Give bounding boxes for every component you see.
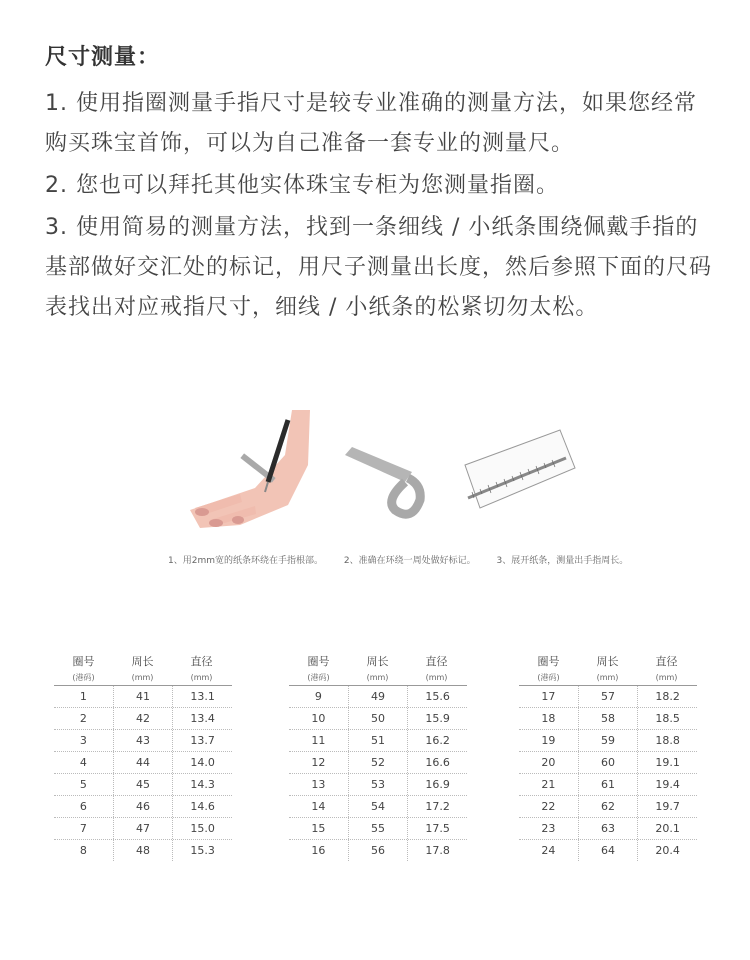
table-cell: 8 [79,844,87,857]
column-header: 圈号 [307,655,330,668]
table-cell: 45 [113,774,173,795]
table-cell: 43 [113,730,173,751]
table-row [519,752,697,774]
table-cell: 59 [578,730,638,751]
column-header: 周长 [596,655,619,668]
table-cell: 11 [311,734,326,747]
table-cell: 13 [311,778,326,791]
table-cell: 46 [113,796,173,817]
table-row [54,730,232,752]
table-cell: 1 [79,690,87,703]
table-cell: 64 [578,840,638,861]
table-row [54,686,232,708]
table-cell: 49 [348,686,408,707]
column-header: 周长 [366,655,389,668]
measurement-illustration [180,410,600,530]
table-header [519,653,697,669]
table-cell: 57 [578,686,638,707]
table-row [54,774,232,796]
table-cell: 14 [311,800,326,813]
table-row [289,730,467,752]
table-cell: 14.0 [172,752,232,773]
caption-3: 3、展开纸条，测量出手指周长。 [496,556,629,566]
table-row [289,818,467,840]
table-header [289,653,467,669]
column-unit: (mm) [596,672,619,682]
size-table-3 [519,653,697,861]
table-cell: 16.2 [407,730,467,751]
table-cell: 19.4 [637,774,697,795]
table-row [519,686,697,708]
table-cell: 23 [541,822,556,835]
column-unit: (港码) [307,672,330,682]
table-row [289,752,467,774]
table-units [54,669,232,686]
table-cell: 18.5 [637,708,697,729]
table-row [54,708,232,730]
table-cell: 6 [79,800,87,813]
instruction-3: 3. 使用简易的测量方法，找到一条细线 / 小纸条围绕佩戴手指的基部做好交汇处的标记，用尺子测量出长度，然后参照下面的尺码表找出对应戒指尺寸，细线 / 小纸条的松紧切勿太松。 [45,215,713,320]
caption-2: 2、准确在环绕一周处做好标记。 [343,556,476,566]
table-cell: 20.4 [637,840,697,861]
column-header: 圈号 [537,655,560,668]
illustration-captions [168,553,629,566]
table-cell: 19.1 [637,752,697,773]
table-cell: 62 [578,796,638,817]
table-row [519,730,697,752]
table-cell: 42 [113,708,173,729]
table-cell: 15.3 [172,840,232,861]
table-cell: 53 [348,774,408,795]
table-cell: 48 [113,840,173,861]
table-row [519,840,697,861]
hand-pencil-image [190,410,310,528]
table-cell: 50 [348,708,408,729]
table-cell: 20 [541,756,556,769]
table-cell: 13.4 [172,708,232,729]
column-header: 直径 [425,655,448,668]
table-cell: 3 [79,734,87,747]
table-cell: 15 [311,822,326,835]
table-cell: 19.7 [637,796,697,817]
table-row [54,796,232,818]
table-row [54,840,232,861]
table-row [519,708,697,730]
caption-1: 1、用2mm宽的纸条环绕在手指根部。 [168,556,323,566]
table-cell: 51 [348,730,408,751]
table-cell: 21 [541,778,556,791]
table-row [519,796,697,818]
table-cell: 17.8 [407,840,467,861]
table-units [289,669,467,686]
column-header: 周长 [131,655,154,668]
table-cell: 4 [79,756,87,769]
table-cell: 16.9 [407,774,467,795]
table-cell: 60 [578,752,638,773]
table-cell: 20.1 [637,818,697,839]
table-cell: 18.8 [637,730,697,751]
table-row [289,708,467,730]
table-cell: 2 [79,712,87,725]
size-table-2 [289,653,467,861]
table-cell: 55 [348,818,408,839]
table-cell: 13.1 [172,686,232,707]
table-cell: 56 [348,840,408,861]
table-row [289,840,467,861]
table-cell: 17 [541,690,556,703]
table-cell: 58 [578,708,638,729]
column-unit: (mm) [425,672,448,682]
column-unit: (港码) [537,672,560,682]
column-unit: (mm) [190,672,213,682]
table-cell: 17.5 [407,818,467,839]
column-unit: (mm) [655,672,678,682]
table-cell: 61 [578,774,638,795]
table-cell: 22 [541,800,556,813]
table-cell: 63 [578,818,638,839]
column-header: 直径 [190,655,213,668]
table-cell: 14.6 [172,796,232,817]
table-cell: 16.6 [407,752,467,773]
table-cell: 5 [79,778,87,791]
ruler-image [465,430,575,508]
column-header: 圈号 [72,655,95,668]
table-cell: 41 [113,686,173,707]
table-row [54,752,232,774]
column-header: 直径 [655,655,678,668]
table-cell: 54 [348,796,408,817]
table-cell: 24 [541,844,556,857]
table-units [519,669,697,686]
instruction-1: 1. 使用指圈测量手指尺寸是较专业准确的测量方法，如果您经常购买珠宝首饰，可以为自己准备一套专业的测量尺。 [45,91,697,156]
table-cell: 17.2 [407,796,467,817]
column-unit: (mm) [131,672,154,682]
table-cell: 18.2 [637,686,697,707]
table-row [289,686,467,708]
table-cell: 7 [79,822,87,835]
table-cell: 44 [113,752,173,773]
table-cell: 18 [541,712,556,725]
table-row [54,818,232,840]
table-cell: 15.6 [407,686,467,707]
column-unit: (港码) [72,672,95,682]
table-cell: 47 [113,818,173,839]
table-cell: 16 [311,844,326,857]
page-title: 尺寸测量： [45,45,161,70]
table-header [54,653,232,669]
table-row [519,818,697,840]
table-cell: 19 [541,734,556,747]
paper-strip-image [345,447,420,514]
table-cell: 15.0 [172,818,232,839]
table-cell: 52 [348,752,408,773]
table-row [519,774,697,796]
size-table-1 [54,653,232,861]
table-cell: 12 [311,756,326,769]
table-row [289,774,467,796]
table-cell: 15.9 [407,708,467,729]
table-cell: 10 [311,712,326,725]
column-unit: (mm) [366,672,389,682]
table-cell: 14.3 [172,774,232,795]
instruction-2: 2. 您也可以拜托其他实体珠宝专柜为您测量指圈。 [45,173,559,198]
table-row [289,796,467,818]
table-cell: 9 [314,690,322,703]
table-cell: 13.7 [172,730,232,751]
